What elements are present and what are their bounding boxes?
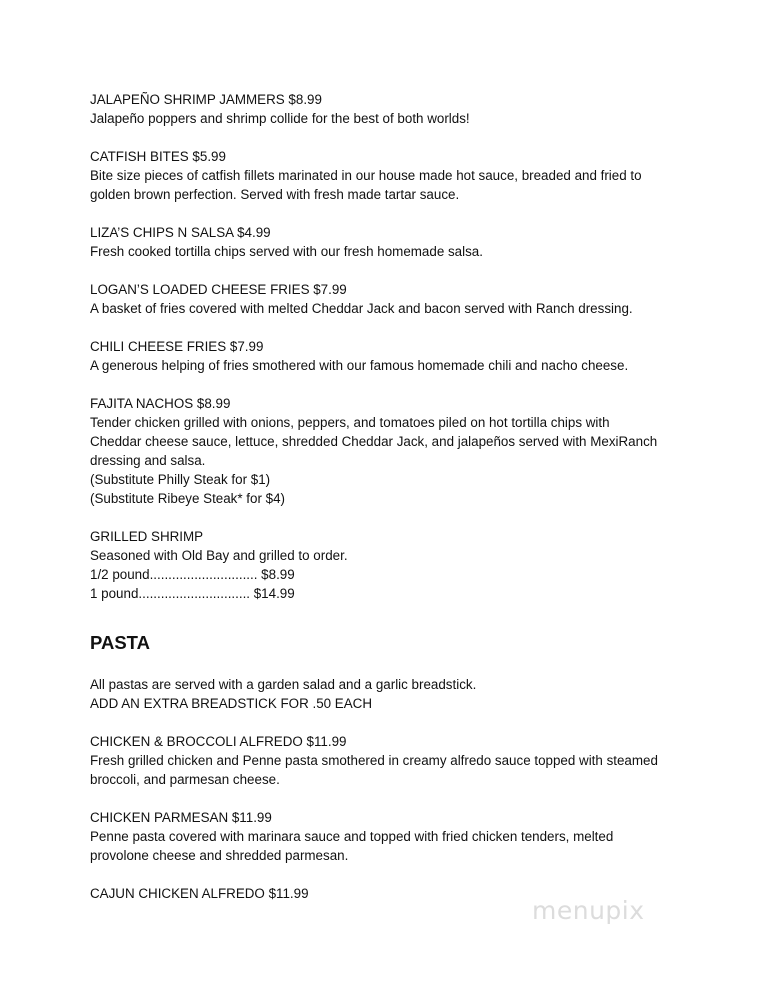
item-description: dressing and salsa.	[90, 453, 206, 468]
item-title: CHILI CHEESE FRIES $7.99	[90, 339, 264, 354]
item-description: Jalapeño poppers and shrimp collide for the best of both worlds!	[90, 111, 470, 126]
menu-item-logans-loaded-cheese-fries	[90, 280, 730, 318]
watermark-logo: menupix	[532, 896, 645, 925]
item-title: CAJUN CHICKEN ALFREDO $11.99	[90, 886, 309, 901]
pasta-intro	[90, 675, 730, 713]
item-title: CATFISH BITES $5.99	[90, 149, 226, 164]
item-title: FAJITA NACHOS $8.99	[90, 396, 231, 411]
menu-item-catfish-bites	[90, 147, 730, 204]
item-title: GRILLED SHRIMP	[90, 529, 204, 544]
item-substitution: (Substitute Ribeye Steak* for $4)	[90, 491, 286, 506]
pasta-intro-line: All pastas are served with a garden salad and a garlic breadstick.	[90, 677, 477, 692]
menu-item-grilled-shrimp	[90, 527, 730, 603]
menu-item-chicken-parmesan	[90, 808, 730, 865]
item-description: Tender chicken grilled with onions, peppers, and tomatoes piled on hot tortilla chips with	[90, 415, 610, 430]
menu-item-chicken-broccoli-alfredo	[90, 732, 730, 789]
item-description: Cheddar cheese sauce, lettuce, shredded Cheddar Jack, and jalapeños served with MexiRanch	[90, 434, 658, 449]
item-description: provolone cheese and shredded parmesan.	[90, 848, 349, 863]
item-title: LOGAN’S LOADED CHEESE FRIES $7.99	[90, 282, 347, 297]
item-description: A basket of fries covered with melted Cheddar Jack and bacon served with Ranch dressing.	[90, 301, 633, 316]
item-title: LIZA’S CHIPS N SALSA $4.99	[90, 225, 271, 240]
item-substitution: (Substitute Philly Steak for $1)	[90, 472, 271, 487]
item-description: A generous helping of fries smothered with our famous homemade chili and nacho cheese.	[90, 358, 629, 373]
item-title: CHICKEN PARMESAN $11.99	[90, 810, 272, 825]
item-description: broccoli, and parmesan cheese.	[90, 772, 280, 787]
item-title: CHICKEN & BROCCOLI ALFREDO $11.99	[90, 734, 347, 749]
price-line-half-pound: 1/2 pound............................. $8.99	[90, 567, 295, 582]
menu-item-lizas-chips-n-salsa	[90, 223, 730, 261]
section-heading-pasta: PASTA	[90, 632, 150, 653]
item-description: Fresh grilled chicken and Penne pasta smothered in creamy alfredo sauce topped with steamed	[90, 753, 658, 768]
item-description: Seasoned with Old Bay and grilled to order.	[90, 548, 348, 563]
pasta-intro-line: ADD AN EXTRA BREADSTICK FOR .50 EACH	[90, 696, 373, 711]
item-description: golden brown perfection. Served with fresh made tartar sauce.	[90, 187, 460, 202]
item-description: Penne pasta covered with marinara sauce and topped with fried chicken tenders, melted	[90, 829, 614, 844]
menu-page	[90, 90, 730, 922]
item-description: Bite size pieces of catfish fillets marinated in our house made hot sauce, breaded and fried to	[90, 168, 642, 183]
menu-item-jalapeno-shrimp-jammers	[90, 90, 730, 128]
item-title: JALAPEÑO SHRIMP JAMMERS $8.99	[90, 92, 322, 107]
menu-item-chili-cheese-fries	[90, 337, 730, 375]
price-line-one-pound: 1 pound.............................. $14.99	[90, 586, 295, 601]
menu-item-fajita-nachos	[90, 394, 730, 508]
item-description: Fresh cooked tortilla chips served with our fresh homemade salsa.	[90, 244, 483, 259]
